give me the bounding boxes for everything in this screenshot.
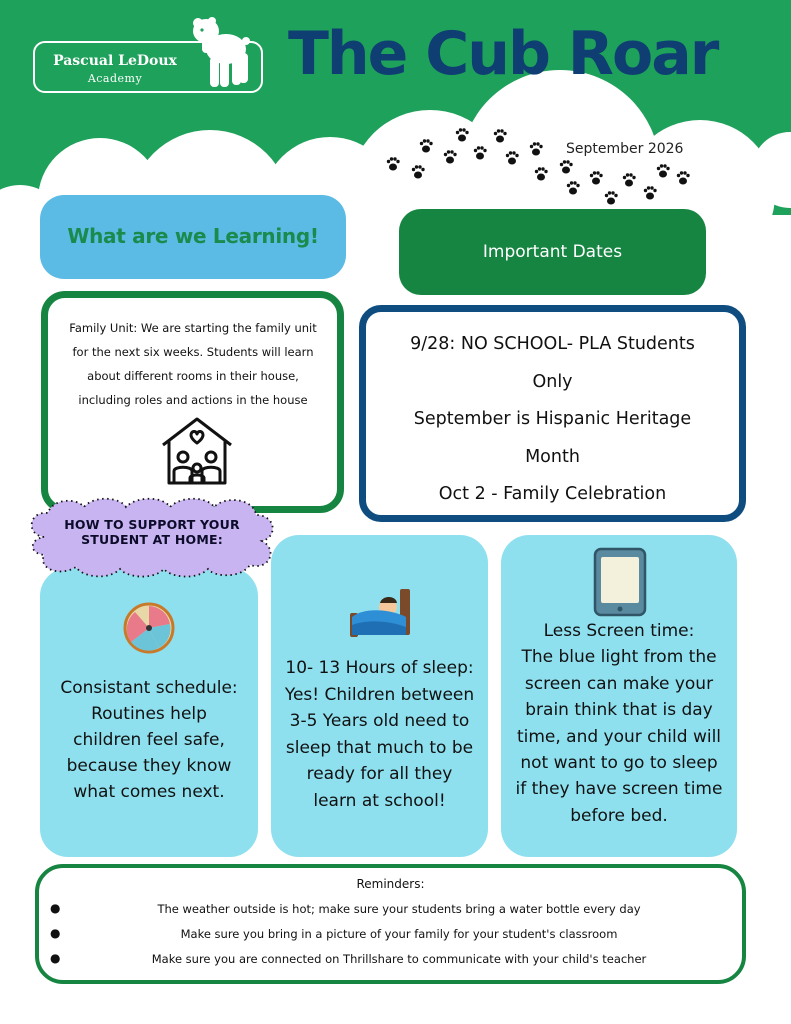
card-line: Routines help xyxy=(91,704,207,724)
reminders-title: Reminders: xyxy=(356,877,425,891)
bullet-icon: ● xyxy=(50,951,61,965)
paw-prints-decoration xyxy=(380,122,700,212)
learning-text: Family Unit: We are starting the family unit for the next six weeks. Students will learn about different rooms in their house, including roles and actions in the house xyxy=(69,321,317,407)
card-line: not want to go to sleep xyxy=(520,753,718,774)
important-dates-box xyxy=(359,305,746,522)
issue-date: September 2026 xyxy=(566,141,684,157)
card-line: because they know xyxy=(66,756,232,776)
date-line: September is Hispanic Heritage xyxy=(413,409,692,429)
support-card-sleep xyxy=(271,535,488,857)
dates-heading-pill xyxy=(399,209,706,295)
card-line: learn at school! xyxy=(313,790,446,811)
card-line: ready for all they xyxy=(306,764,453,785)
reminder-text: Make sure you bring in a picture of your family for your student's classroom xyxy=(180,927,618,941)
card-line: children feel safe, xyxy=(73,730,225,750)
date-line: 9/28: NO SCHOOL- PLA Students xyxy=(410,334,695,354)
support-heading xyxy=(30,517,274,547)
clock-icon xyxy=(123,602,175,654)
bed-icon xyxy=(346,583,414,645)
date-line: Oct 2 - Family Celebration xyxy=(438,484,667,504)
support-card-screen-time xyxy=(501,535,737,857)
school-name: Pascual LeDoux xyxy=(53,53,177,69)
card-line: screen can make your xyxy=(524,673,714,694)
card-line: 3-5 Years old need to xyxy=(289,711,470,732)
reminder-text: Make sure you are connected on Thrillshare to communicate with your child's teacher xyxy=(151,952,647,966)
bullet-icon: ● xyxy=(50,926,61,940)
support-card-text xyxy=(507,618,731,829)
learning-box xyxy=(41,291,344,513)
card-line: Consistant schedule: xyxy=(60,678,238,698)
support-card-text xyxy=(46,675,252,805)
card-line: time, and your child will xyxy=(516,726,722,747)
card-line: what comes next. xyxy=(73,782,225,802)
date-line: Only xyxy=(532,371,573,392)
card-line: The blue light from the xyxy=(521,647,717,668)
card-line: before bed. xyxy=(570,805,668,826)
bear-cub-icon xyxy=(190,17,254,89)
card-line: sleep that much to be xyxy=(285,737,474,758)
tablet-icon xyxy=(593,547,647,617)
date-line: Month xyxy=(525,446,580,467)
card-line: brain think that is day xyxy=(525,700,713,721)
important-dates-list xyxy=(380,326,725,514)
reminder-text: The weather outside is hot; make sure your students bring a water bottle every day xyxy=(157,902,641,916)
reminder-item xyxy=(39,901,742,926)
support-card-schedule xyxy=(40,568,258,857)
dates-heading: Important Dates xyxy=(482,242,623,262)
school-subtitle: Academy xyxy=(87,72,143,85)
family-house-icon xyxy=(159,415,235,487)
learning-heading: What are we Learning! xyxy=(67,224,319,248)
card-line: if they have screen time xyxy=(515,779,723,800)
newsletter-title: The Cub Roar xyxy=(288,19,718,89)
bullet-icon: ● xyxy=(50,901,61,915)
reminders-list xyxy=(39,901,742,976)
support-heading-line: HOW TO SUPPORT YOUR xyxy=(64,517,240,532)
card-line: Yes! Children between xyxy=(284,684,475,705)
reminder-item xyxy=(39,926,742,951)
support-card-text xyxy=(277,655,482,815)
reminders-box xyxy=(35,864,746,984)
card-line: 10- 13 Hours of sleep: xyxy=(285,658,474,678)
card-line: Less Screen time: xyxy=(543,621,695,641)
reminder-item xyxy=(39,951,742,976)
learning-heading-pill xyxy=(40,195,346,279)
support-heading-line: STUDENT AT HOME: xyxy=(81,532,223,547)
